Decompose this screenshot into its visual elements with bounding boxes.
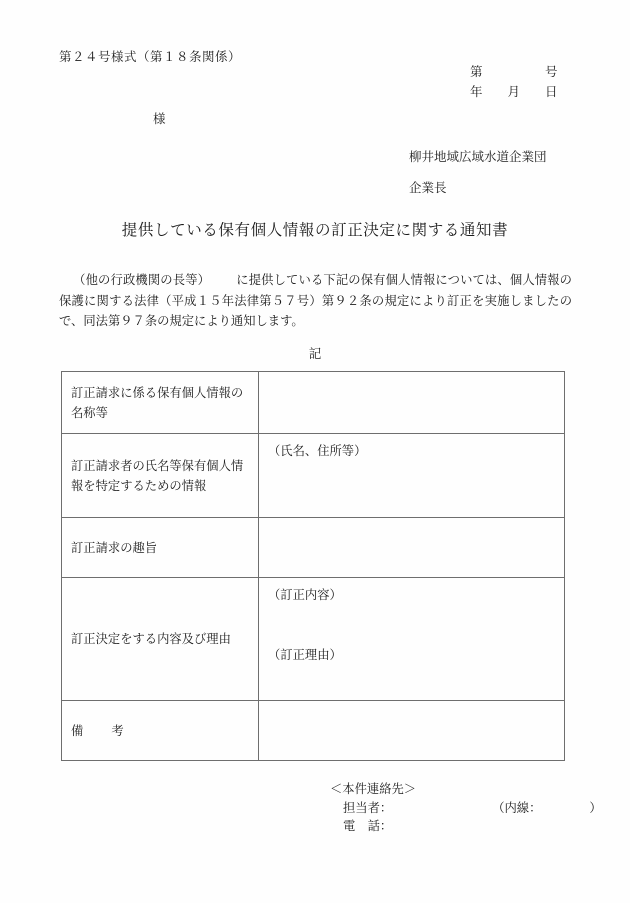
contact-extension-close: ） [589, 800, 602, 815]
body-paragraph [59, 270, 572, 332]
body-main-text: に提供している下記の保有個人情報については、個人情報の保護に関する法律（平成１５年法律第５７号）第９２条の規定により訂正を実施しましたので、同法第９７条の規定により通知します。 [59, 273, 572, 328]
form-number: 第２４号様式（第１８条関係） [59, 50, 242, 64]
page-title: 提供している保有個人情報の訂正決定に関する通知書 [121, 222, 509, 239]
remarks-label-part-2: 考 [111, 723, 124, 738]
contact-person-label: 担当者： [343, 800, 393, 815]
contact-extension-label: （内線： [492, 800, 542, 815]
contact-phone-label: 電 話： [343, 819, 393, 833]
row-value-request-purpose[interactable] [259, 518, 565, 578]
document-number: 第 号 [470, 65, 558, 79]
row-label-record-name: 訂正請求に係る保有個人情報の名称等 [62, 372, 259, 434]
remarks-label-part-1: 備 [71, 723, 84, 738]
body-lead-parenthetical: （他の行政機関の長等） [73, 273, 211, 287]
document-date: 年 月 日 [470, 85, 558, 99]
addressee-honorific: 様 [153, 112, 166, 126]
row-value-remarks[interactable] [259, 701, 565, 761]
row-label-request-purpose: 訂正請求の趣旨 [62, 518, 259, 578]
correction-content-prompt: （訂正内容） [268, 588, 342, 602]
contact-heading: ＜本件連絡先＞ [330, 782, 417, 796]
contact-block [330, 780, 602, 836]
correction-reason-prompt: （訂正理由） [268, 648, 342, 662]
row-value-record-name[interactable] [259, 372, 565, 434]
row-label-remarks [62, 701, 259, 761]
row-value-decision-reason[interactable] [259, 578, 565, 701]
document-number-date [470, 62, 558, 102]
issuer-title: 企業長 [409, 181, 447, 195]
notification-table [61, 371, 565, 761]
table-row [62, 578, 565, 701]
table-row [62, 434, 565, 518]
table-row [62, 518, 565, 578]
row-label-decision-reason: 訂正決定をする内容及び理由 [62, 578, 259, 701]
decision-spacer [268, 605, 555, 645]
issuer-organization: 柳井地域広域水道企業団 [409, 150, 547, 164]
row-value-requester-info[interactable]: （氏名、住所等） [259, 434, 565, 518]
table-row [62, 701, 565, 761]
row-label-requester-info: 訂正請求者の氏名等保有個人情報を特定するための情報 [62, 434, 259, 518]
ki-marker: 記 [308, 347, 322, 361]
table-row [62, 372, 565, 434]
